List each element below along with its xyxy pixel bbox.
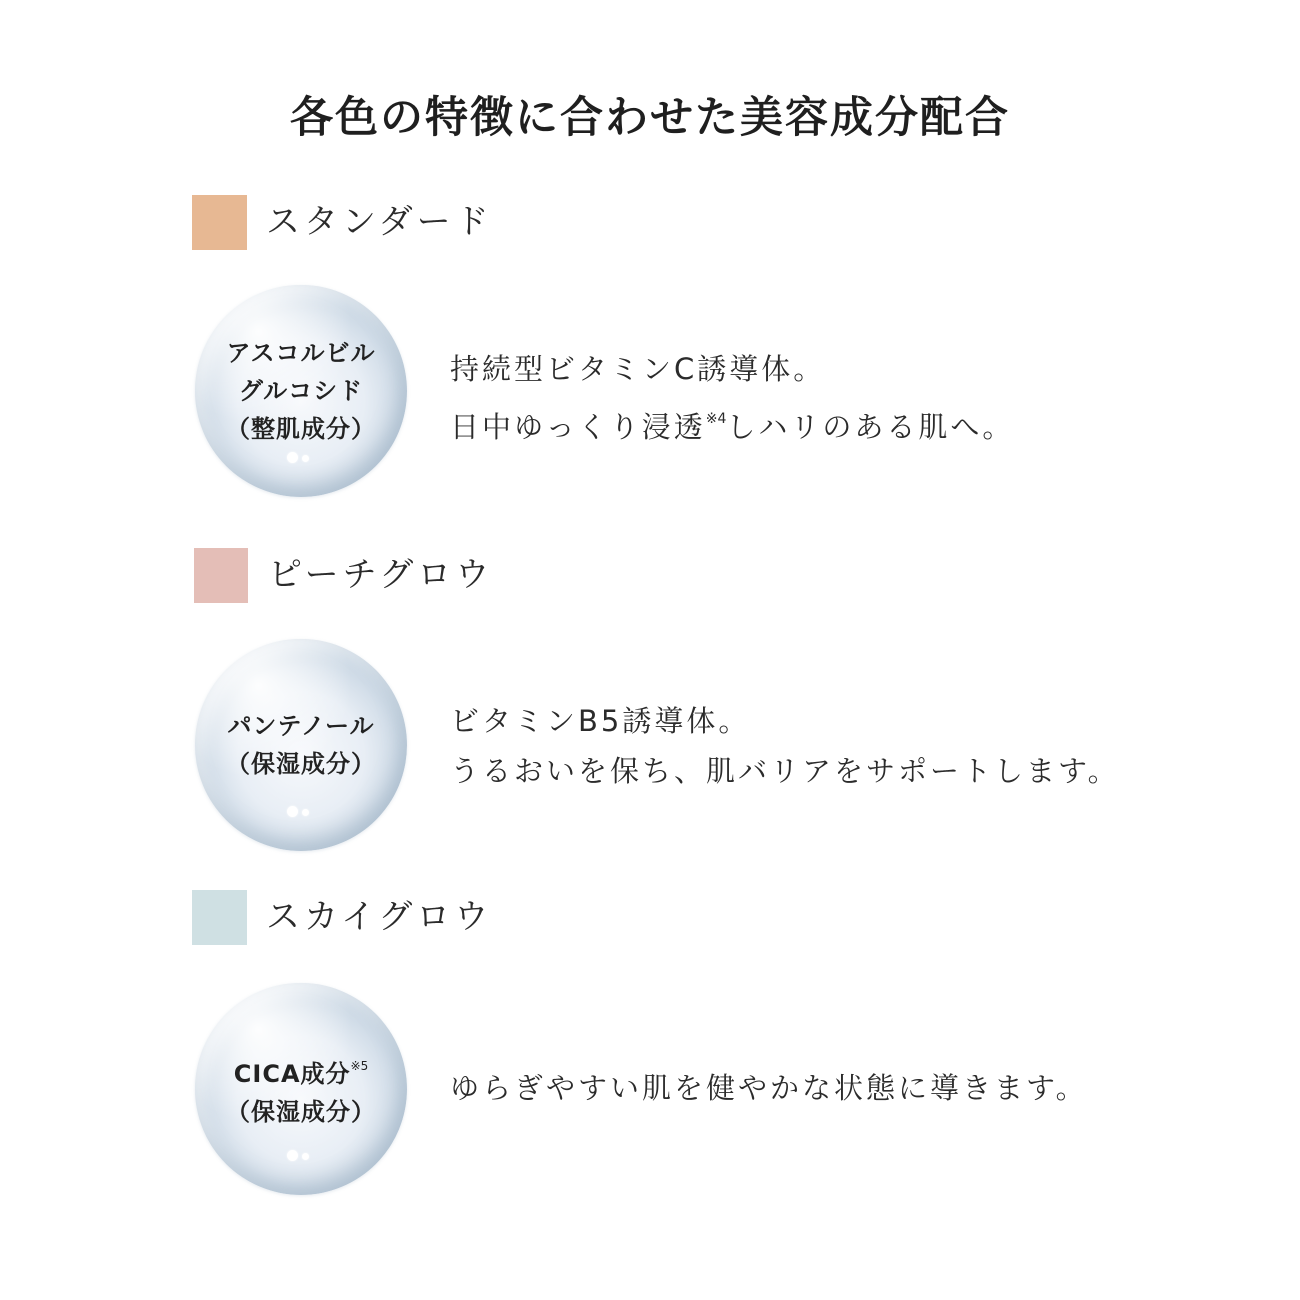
bubble-highlight-dot — [287, 806, 298, 817]
footnote-marker: ※5 — [350, 1059, 369, 1073]
ingredient-name: CICA成分 — [233, 1060, 351, 1088]
variant-name-sky-glow: スカイグロウ — [266, 897, 493, 937]
description-text: 日中ゆっくり浸透 — [450, 410, 706, 444]
ingredient-purpose: （保湿成分） — [226, 750, 376, 778]
variant-name-peach-glow: ピーチグロウ — [268, 555, 494, 595]
description-line — [450, 394, 1014, 452]
ingredient-name-line: アスコルビル — [226, 339, 376, 367]
description-peach-glow — [450, 696, 1120, 796]
description-line: ゆらぎやすい肌を健やかな状態に導きます。 — [450, 1071, 1088, 1105]
swatch-peach-glow — [194, 548, 248, 603]
ingredient-name-line — [234, 1047, 368, 1093]
ingredient-bubble-peach-glow — [195, 639, 407, 851]
bubble-highlight-dot — [302, 809, 309, 816]
ingredient-bubble-sky-glow — [195, 983, 407, 1195]
ingredient-purpose: （整肌成分） — [226, 415, 376, 443]
bubble-highlight-dot — [287, 1150, 298, 1161]
ingredient-bubble-standard — [195, 285, 407, 497]
description-text: しハリのある肌へ。 — [726, 410, 1015, 444]
swatch-sky-glow — [192, 890, 247, 945]
description-line: ビタミンB5誘導体。 — [450, 704, 751, 738]
ingredient-name-line: パンテノール — [227, 712, 375, 740]
description-standard — [450, 344, 1014, 452]
description-line: 持続型ビタミンC誘導体。 — [450, 352, 826, 386]
ingredient-purpose: （保湿成分） — [226, 1098, 376, 1126]
bubble-highlight-dot — [302, 1153, 309, 1160]
ingredient-name-line: グルコシド — [238, 377, 364, 405]
description-line: うるおいを保ち、肌バリアをサポートします。 — [450, 754, 1120, 788]
page-title: 各色の特徴に合わせた美容成分配合 — [290, 93, 1010, 143]
bubble-highlight-dot — [287, 452, 298, 463]
swatch-standard — [192, 195, 247, 250]
description-sky-glow — [450, 1063, 1088, 1113]
bubble-highlight-dot — [302, 455, 309, 462]
footnote-marker: ※4 — [705, 411, 727, 427]
variant-name-standard: スタンダード — [266, 202, 493, 242]
